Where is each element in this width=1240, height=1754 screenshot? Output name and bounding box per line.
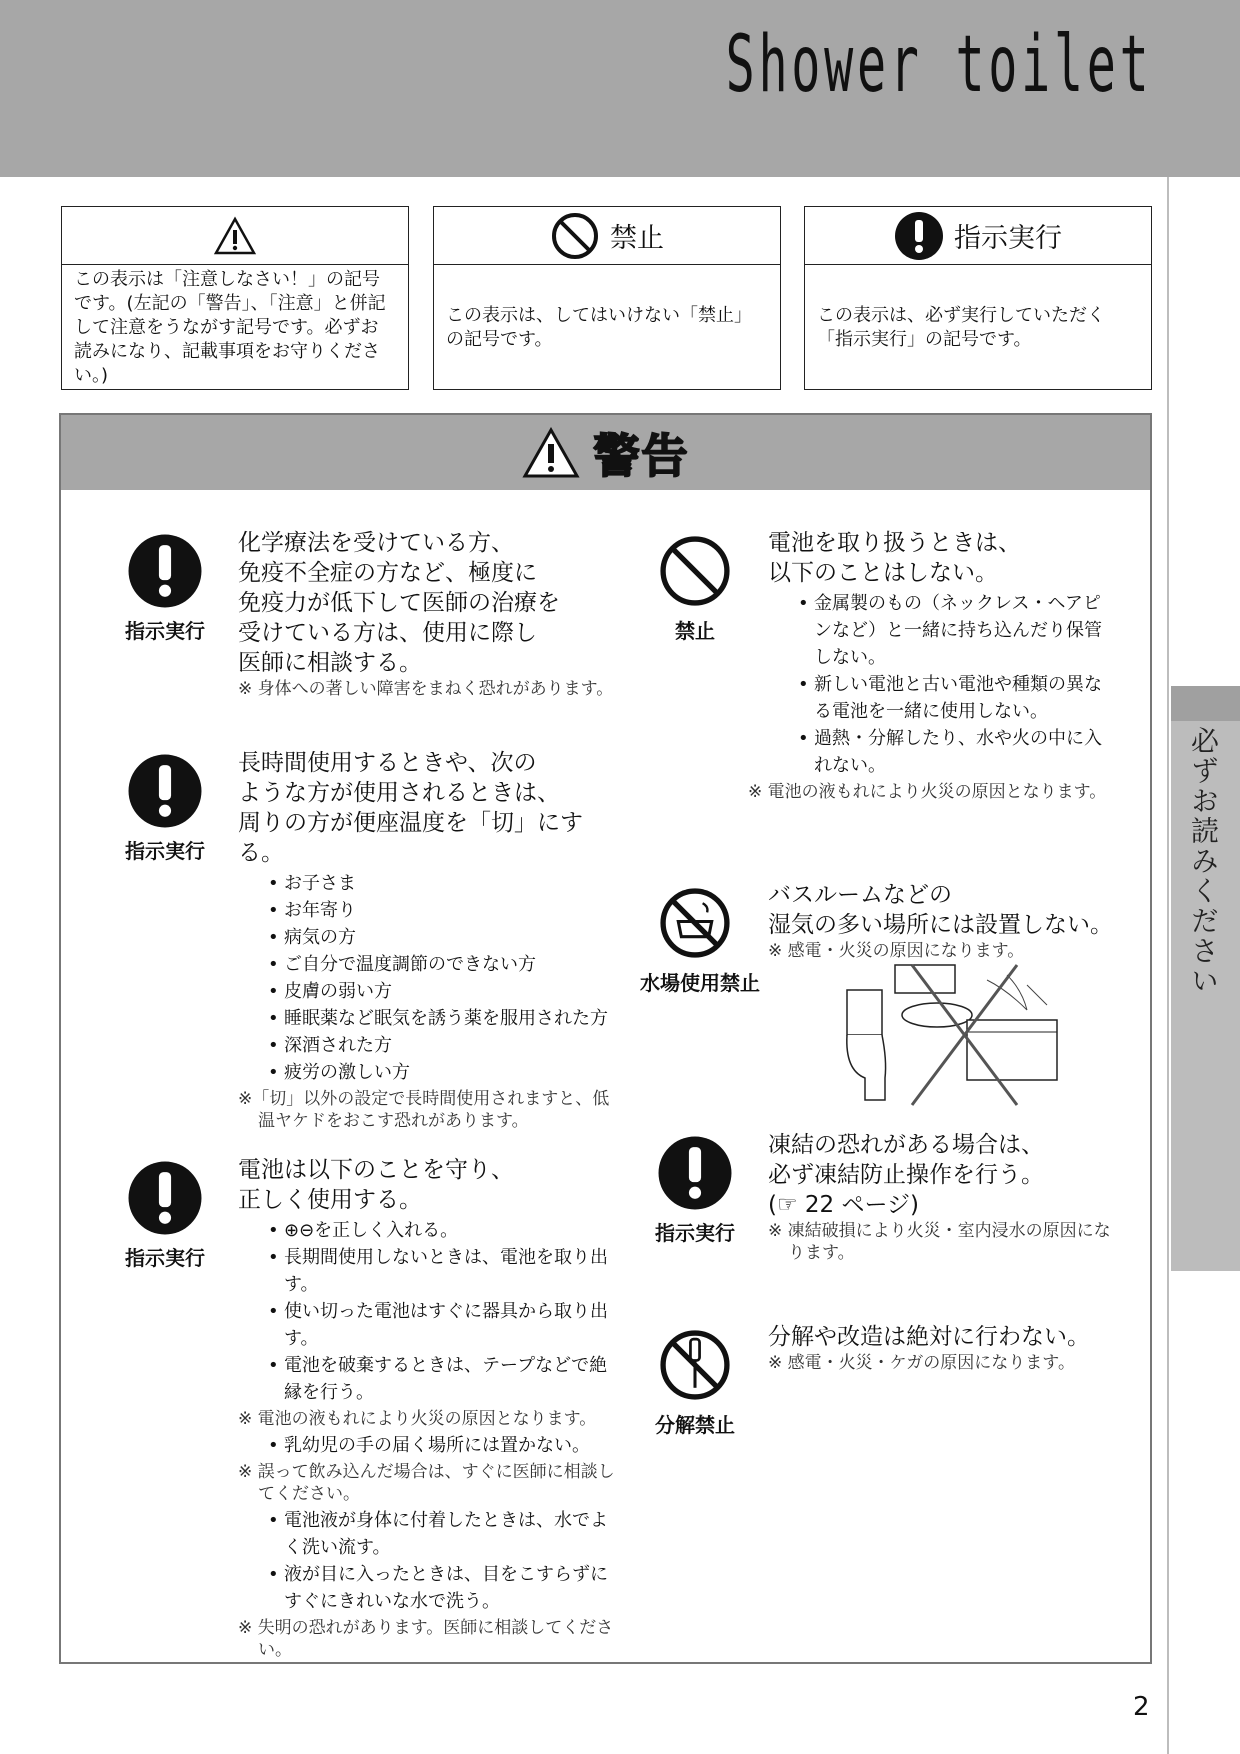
- item-note: ※ 誤って飲み込んだ場合は、すぐに医師に相談してください。: [238, 1462, 615, 1504]
- item-icon: [640, 1327, 750, 1438]
- bullet: • ⊕⊖を正しく入れる。: [268, 1217, 618, 1244]
- bullet: • 金属製のもの（ネックレス・ヘアピンなど）と一緒に持ち込んだり保管しない。: [798, 590, 1118, 671]
- prohibit-icon: [550, 211, 600, 261]
- item-heading: 分解や改造は絶対に行わない。: [768, 1324, 1090, 1350]
- warning-triangle-icon: [522, 427, 580, 479]
- margin-rule: [1167, 177, 1169, 1754]
- prohibit-icon: [657, 533, 733, 609]
- legend-prohibit: [433, 206, 781, 390]
- caution-triangle-icon: [213, 216, 257, 256]
- bullet: • 電池を破棄するときは、テープなどで絶縁を行う。: [268, 1352, 618, 1406]
- bullet: • 皮膚の弱い方: [268, 978, 618, 1005]
- icon-label: 水場使用禁止: [640, 971, 760, 995]
- mandatory-icon: [127, 1160, 203, 1236]
- side-tab: [1171, 686, 1240, 1271]
- item-heading: 電池を取り扱うときは、 以下のことはしない。: [768, 530, 1021, 586]
- icon-label: 指示実行: [125, 619, 205, 643]
- bathroom-illustration: [837, 960, 1067, 1110]
- warning-header: [61, 415, 1150, 490]
- bullet: • 深酒された方: [268, 1032, 618, 1059]
- legend-caution: [61, 206, 409, 390]
- icon-label: 分解禁止: [655, 1413, 735, 1437]
- item-note: ※ 電池の液もれにより火災の原因となります。: [238, 1409, 597, 1429]
- legend-mandatory-text: この表示は、必ず実行していただく「指示実行」の記号です。: [817, 304, 1105, 350]
- side-tab-cap: [1171, 686, 1240, 721]
- page-number: 2: [1133, 1692, 1150, 1722]
- bullet: • 睡眠薬など眠気を誘う薬を服用された方: [268, 1005, 618, 1032]
- header-band: [0, 0, 1240, 177]
- bullet: • 使い切った電池はすぐに器具から取り出す。: [268, 1298, 618, 1352]
- icon-label: 指示実行: [655, 1221, 735, 1245]
- legend-mandatory: [804, 206, 1152, 390]
- item-note: ※ 身体への著しい障害をまねく恐れがあります。: [238, 679, 614, 699]
- side-tab-label: 必ずお読みください: [1187, 726, 1220, 996]
- no-wet-area-icon: [657, 885, 733, 961]
- bullet: • 過熱・分解したり、水や火の中に入れない。: [798, 725, 1118, 779]
- icon-label: 指示実行: [125, 839, 205, 863]
- item-heading: 化学療法を受けている方、 免疫不全症の方など、極度に 免疫力が低下して医師の治療を 受けている方は、使用に際し 医師に相談する。: [238, 530, 560, 676]
- item-icon: [640, 885, 760, 996]
- bullet: • 新しい電池と古い電池や種類の異なる電池を一緒に使用しない。: [798, 671, 1118, 725]
- bullet: • 長期間使用しないときは、電池を取り出す。: [268, 1244, 618, 1298]
- item-bullets: [238, 1507, 618, 1615]
- item-bullets: [768, 590, 1118, 779]
- legend-caution-header: [62, 207, 408, 265]
- item-note: ※ 感電・火災の原因になります。: [768, 941, 1025, 961]
- bullet: • 病気の方: [268, 924, 618, 951]
- bullet: • 疲労の激しい方: [268, 1059, 618, 1086]
- item-icon: [110, 753, 220, 864]
- item-bullets: [238, 1432, 618, 1459]
- item-icon: [640, 1135, 750, 1246]
- legend-prohibit-header: [434, 207, 780, 265]
- bullet: • 乳幼児の手の届く場所には置かない。: [268, 1432, 618, 1459]
- item-heading: 電池は以下のことを守り、 正しく使用する。: [238, 1157, 514, 1213]
- item-icon: [110, 533, 220, 644]
- item-icon: [640, 533, 750, 644]
- legend-prohibit-text: この表示は、してはいけない「禁止」の記号です。: [446, 304, 752, 350]
- mandatory-icon: [127, 533, 203, 609]
- item-heading: 長時間使用するときや、次の ような方が使用されるときは、 周りの方が便座温度を「切」にする。: [238, 750, 583, 866]
- item-bullets: [238, 870, 618, 1086]
- bullet: • お年寄り: [268, 897, 618, 924]
- item-note: ※「切」以外の設定で長時間使用されますと、低温ヤケドをおこす恐れがあります。: [238, 1089, 610, 1131]
- bullet: • お子さま: [268, 870, 618, 897]
- item-icon: [110, 1160, 220, 1271]
- bullet: • 液が目に入ったときは、目をこすらずにすぐにきれいな水で洗う。: [268, 1561, 618, 1615]
- item-heading: 凍結の恐れがある場合は、 必ず凍結防止操作を行う。 (☞ 22 ページ): [768, 1132, 1044, 1218]
- legend-prohibit-title: 禁止: [610, 223, 664, 254]
- item-note: ※ 電池の液もれにより火災の原因となります。: [748, 782, 1107, 802]
- item-note: ※ 失明の恐れがあります。医師に相談してください。: [238, 1618, 614, 1660]
- legend-mandatory-title: 指示実行: [954, 223, 1062, 254]
- item-heading: バスルームなどの 湿気の多い場所には設置しない。: [768, 882, 1113, 938]
- mandatory-icon: [894, 211, 944, 261]
- mandatory-icon: [127, 753, 203, 829]
- item-note: ※ 感電・火災・ケガの原因になります。: [768, 1353, 1075, 1373]
- icon-label: 禁止: [675, 619, 715, 643]
- mandatory-icon: [657, 1135, 733, 1211]
- icon-label: 指示実行: [125, 1246, 205, 1270]
- legend-caution-text: この表示は「注意しなさい！」の記号です。(左記の「警告」、「注意」と併記して注意をうながす記号です。必ずお読みになり、記載事項をお守りください。): [74, 268, 386, 386]
- item-bullets: [238, 1217, 618, 1406]
- warning-title: 警告: [593, 428, 690, 483]
- bullet: • ご自分で温度調節のできない方: [268, 951, 618, 978]
- no-disassembly-icon: [657, 1327, 733, 1403]
- legend-mandatory-header: [805, 207, 1151, 265]
- item-note: ※ 凍結破損により火災・室内浸水の原因になります。: [768, 1221, 1111, 1263]
- bullet: • 電池液が身体に付着したときは、水でよく洗い流す。: [268, 1507, 618, 1561]
- brand-logo: Shower toilet: [725, 20, 1152, 110]
